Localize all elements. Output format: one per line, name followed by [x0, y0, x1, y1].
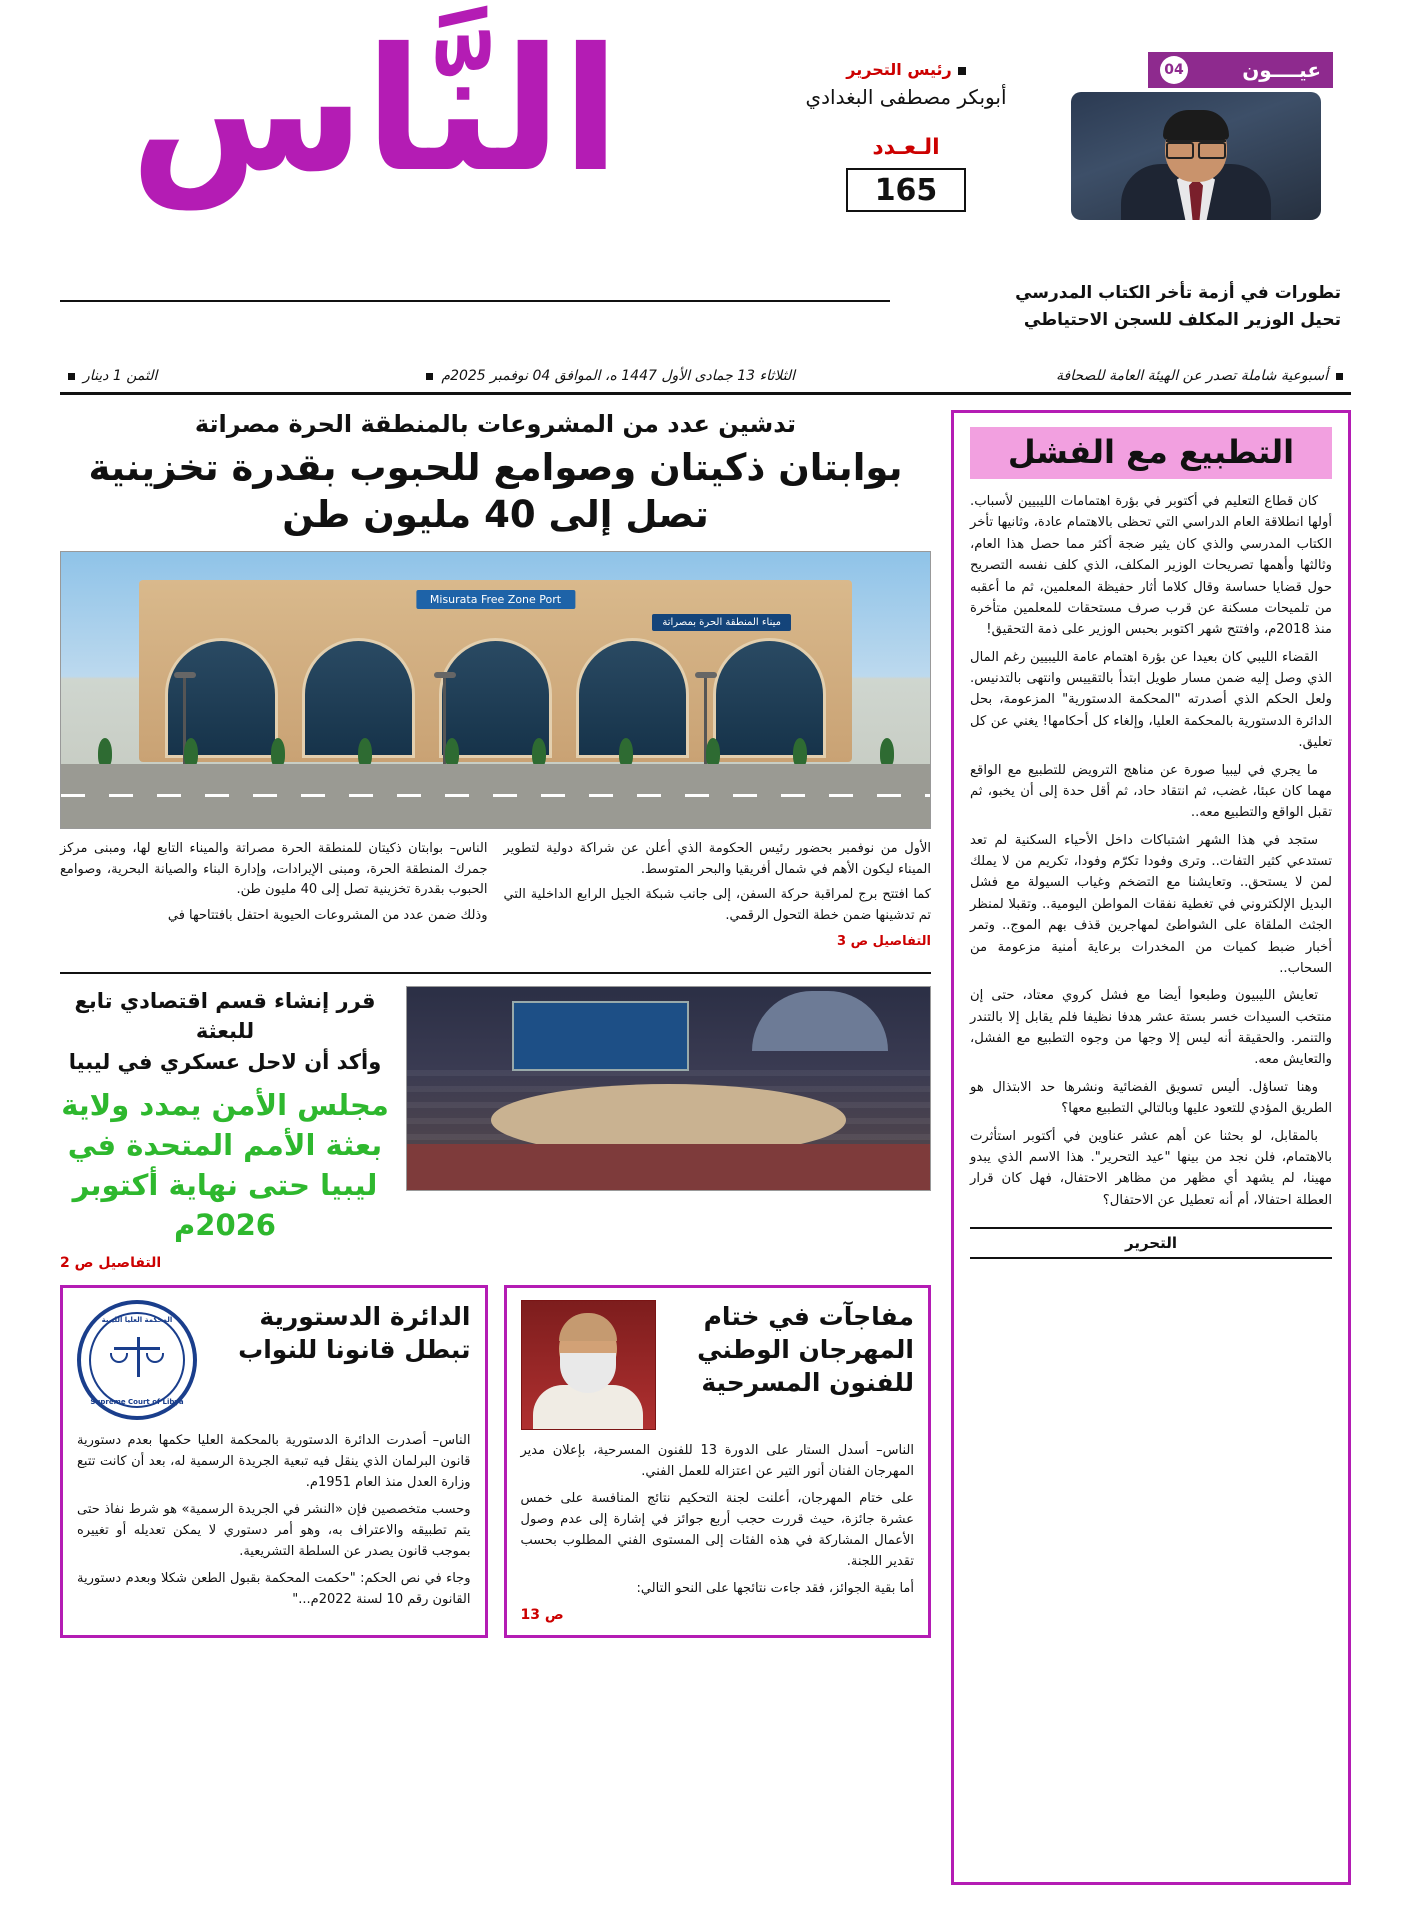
page-content [60, 410, 1351, 1885]
editor-name: أبوبكر مصطفى البغدادي [805, 85, 1007, 109]
festival-body [521, 1440, 915, 1599]
masthead-subheadline [941, 280, 1341, 334]
opinion-body [970, 491, 1332, 1217]
caption-text: كما افتتح برج لمراقبة حركة السفن، إلى جانب شبكة الجيل الرابع الداخلية التي تم تدشينها ضمن خطة التحول الرقمي. [503, 887, 931, 924]
editor-label-row [791, 60, 1021, 79]
scale-pan-right [146, 1353, 164, 1363]
court-paragraph: وجاء في نص الحكم: "حكمت المحكمة بقبول الطعن شكلا وبعدم دستورية القانون رقم 10 لسنة 2022م..." [77, 1571, 471, 1608]
caption-text: وذلك ضمن عدد من المشروعات الحيوية احتفل بافتتاحها في [167, 908, 488, 924]
un-kicker-line2: وأكد أن لاحل عسكري في ليبيا [68, 1049, 382, 1074]
opinion-paragraph: بالمقابل، لو بحثنا عن أهم عشر عناوين في أكتوبر استأثرت بالاهتمام، فلن نجد من بينها "عيد التحرير". هذا الاسم الذي يبدو مهينا، لم يشهد أي مظهر من مظاهر الاحتفال، فهل كان قرار العطلة احتفالا، أم أنه تعطيل عن الاحتفال؟ [970, 1128, 1332, 1208]
scale-pan-left [110, 1353, 128, 1363]
issue-label: الـعـدد [872, 135, 940, 160]
opinion-paragraph: تعايش الليبيون وطبعوا أيضا مع فشل كروي معتاد، حتى إن منتخب السيدات خسر بستة عشر هدفا نظيفا فلم يقابل إلا بالتندر والتنمر. والحقيقة أنه ليس إلا وجها من وجوه التطبيع مع الفشل، والتعايش معه. [970, 988, 1332, 1068]
un-kicker [60, 986, 390, 1077]
festival-headline: مفاجآت في ختام المهرجان الوطني للفنون المسرحية [697, 1302, 914, 1398]
square-bullet-icon [1336, 373, 1343, 380]
photo-screen-shape [512, 1001, 690, 1071]
photo-road-shape [61, 764, 930, 828]
square-bullet-icon [426, 373, 433, 380]
caption-text: الناس– بوابتان ذكيتان للمنطقة الحرة مصراتة والميناء التابع لها، ومبنى مركز جمرك المنطقة الحرة، ومبنى الإيرادات، وإدارة البناء والصيانة البحرية، وصوامع الحبوب بقدرة تخزينية تصل إلى 40 مليون طن. [60, 840, 488, 898]
eyes-badge-title: عيــــون [1242, 58, 1321, 82]
festival-paragraph: الناس– أسدل الستار على الدورة 13 للفنون المسرحية، بإعلان مدير المهرجان الفنان أنور التير عن اعتزاله للعمل الفني. [520, 1443, 914, 1480]
photo-dome-shape [752, 991, 888, 1051]
festival-portrait-photo [521, 1300, 656, 1430]
festival-story-card [504, 1285, 932, 1638]
lead-photo [60, 551, 931, 829]
newspaper-logo: النَّاس [130, 12, 620, 210]
editor-block [791, 60, 1021, 212]
masthead-divider [60, 300, 890, 302]
infobar-price: الثمن 1 دينار [83, 368, 158, 384]
seal-top-text: المحكمة العليا الليبية [101, 1316, 173, 1325]
infobar-right-text: أسبوعية شاملة تصدر عن الهيئة العامة للصحافة [1056, 368, 1328, 384]
lead-headline: بوابتان ذكيتان وصوامع للحبوب بقدرة تخزينية تصل إلى 40 مليون طن [88, 446, 903, 537]
square-bullet-icon [958, 67, 966, 75]
court-paragraph: وحسب متخصصين فإن «النشر في الجريدة الرسمية» هو شرط نفاذ حتى يتم تطبيقه والاعتراف به، وهو أمر دستوري لا يمكن تعديله أو تغييره بموجب قانون يصدر عن السلطة التشريعية. [77, 1502, 471, 1560]
court-card-header [77, 1300, 471, 1420]
opinion-column [951, 410, 1351, 1885]
un-photo [406, 986, 931, 1191]
photo-seats-shape [407, 1144, 930, 1190]
infobar-right [1056, 368, 1351, 384]
eyes-badge-number: 04 [1160, 56, 1188, 84]
seal-bottom-text: Supreme Court of Libya [90, 1398, 184, 1407]
opinion-signature: التحرير [970, 1227, 1332, 1259]
photo-sign-arabic: ميناء المنطقة الحرة بمصراتة [652, 614, 791, 631]
editor-in-chief-photo [1071, 92, 1321, 220]
photo-hair-shape [1163, 110, 1229, 140]
court-paragraph: الناس– أصدرت الدائرة الدستورية بالمحكمة العليا حكمها بعدم دستورية قانون البرلمان الذي ينقل فيه تبعية الجريدة الرسمية له، بعد أن كانت تتبع وزارة العدل منذ العام 1951م. [77, 1433, 471, 1491]
court-body [77, 1430, 471, 1610]
infobar-left [60, 368, 157, 384]
court-story-card [60, 1285, 488, 1638]
opinion-paragraph: كان قطاع التعليم في أكتوبر في بؤرة اهتمامات الليبيين لأسباب. أولها انطلاقة العام الدراسي التي تحظى بالاهتمام عادة، وثانيها تأخر الكتاب المدرسي والذي كان يثير ضجة أكثر مما حصل هذا العام، وثالثها وأهمها تصريحات الوزير المكلف، الذي كلف نفسه التصريح حول قضايا حساسة وقال كلاما أثار حفيظة المعلمين، ثم ما أعقبه من تلميحات مسكنة عن قرب صرف مستحقات للمعلمين متأخرة منذ 2018م، وافتتح شهر اكتوبر بحبس الوزير على ذمة التحقيق! [970, 494, 1332, 638]
photo-sign-english: Misurata Free Zone Port [416, 590, 575, 609]
opinion-paragraph: وهنا تساؤل. أليس تسويق الفضائية ونشرها حد الابتذال هو الطريق المؤدي للتعود عليها وبالتالي التطبيع معها؟ [970, 1079, 1332, 1117]
bottom-stories-row [60, 1285, 931, 1638]
main-column [60, 410, 931, 1638]
masthead-infobar [60, 368, 1351, 395]
glasses-icon [1166, 140, 1226, 154]
masthead-subheadline-line2: تحيل الوزير المكلف للسجن الاحتياطي [1023, 310, 1341, 331]
issue-number: 165 [846, 168, 966, 212]
festival-paragraph: أما بقية الجوائز، فقد جاءت نتائجها على النحو التالي: [636, 1581, 914, 1597]
masthead [0, 0, 1411, 384]
eyes-badge [1148, 52, 1333, 88]
lead-kicker: تدشين عدد من المشروعات بالمنطقة الحرة مصراتة [194, 410, 797, 438]
opinion-paragraph: ما يجري في ليبيا صورة عن مناهج الترويض للتطبيع مع الواقع مهما كان عبئا، غضب، ثم انتقاد حاد، ثم أقل حدة إلى أن يخبو، ثم تقبل الواقع والتطبيع معه.. [970, 762, 1332, 821]
festival-paragraph: على ختام المهرجان، أعلنت لجنة التحكيم نتائج المنافسة على خمس عشرة جائزة، حيث قررت حجب أربع جوائز في إشارة إلى عدم وصول الأعمال المشاركة في هذه الفئات إلى المستوى الفني المطلوب بحسب تقدير اللجنة. [520, 1491, 914, 1570]
un-headline: مجلس الأمن يمدد ولاية بعثة الأمم المتحدة في ليبيا حتى نهاية أكتوبر 2026م [61, 1088, 389, 1243]
opinion-title: التطبيع مع الفشل [970, 427, 1332, 479]
infobar-date: الثلاثاء 13 جمادى الأول 1447 ه، الموافق 04 نوفمبر 2025م [441, 368, 796, 384]
un-more-link[interactable]: التفاصيل ص 2 [60, 1255, 162, 1272]
editor-label: رئيس التحرير [846, 60, 952, 79]
square-bullet-icon [68, 373, 75, 380]
opinion-paragraph: القضاء الليبي كان بعيدا عن بؤرة اهتمام عامة الليبيين رغم المال الذي وصل إليه ضمن مسار طويل ابتدأ بالتقييس وانتهى بالتدنيس. ولعل الحكم الذي أصدرته "المحكمة الدستورية" المزعومة، بحل الدائرة الدستورية بالمحكمة العليا، وإلغاء كل أحكامها! يغني عن كل تعليق. [970, 649, 1332, 751]
section-divider [60, 972, 931, 974]
lead-more-link[interactable]: التفاصيل ص 3 [837, 933, 931, 949]
caption-text: الأول من نوفمبر بحضور رئيس الحكومة الذي أعلن عن شراكة دولية لتطوير الميناء ليكون الأهم في شمال أفريقيا والبحر المتوسط. [503, 840, 931, 877]
un-story [60, 986, 931, 1271]
portrait-hair-shape [559, 1313, 617, 1341]
lead-caption-left [504, 839, 932, 958]
supreme-court-seal-icon [77, 1300, 197, 1420]
lead-caption-right [60, 839, 488, 958]
festival-card-header [521, 1300, 915, 1430]
masthead-subheadline-line1: تطورات في أزمة تأخر الكتاب المدرسي [1015, 283, 1341, 303]
scales-icon [110, 1337, 164, 1383]
infobar-center [418, 368, 795, 384]
court-headline: الدائرة الدستورية تبطل قانونا للنواب [238, 1302, 471, 1365]
festival-more-link[interactable]: ص 13 [520, 1607, 564, 1624]
un-kicker-line1: قرر إنشاء قسم اقتصادي تابع للبعثة [74, 988, 376, 1044]
opinion-paragraph: ستجد في هذا الشهر اشتباكات داخل الأحياء السكنية لم تعد تستدعي كثير التفات.. وترى وفودا تكرّم وفودا، تكريم من لا يملك لمن لا يستحق.. وتعايشنا مع التضخم وغياب السيولة مع فشل البديل الإلكتروني في تغطية نفقات المواطن اليومية.. وتقبلا لمنظر الجثث الملقاة على الشواطئ لمهاجرين قذف بهم الموج.. وتمر أخبار ضبط كميات من المخدرات برعاية أمنية مزعومة من السحاب.. [970, 832, 1332, 976]
un-story-text [60, 986, 390, 1271]
lead-caption-row [60, 839, 931, 958]
